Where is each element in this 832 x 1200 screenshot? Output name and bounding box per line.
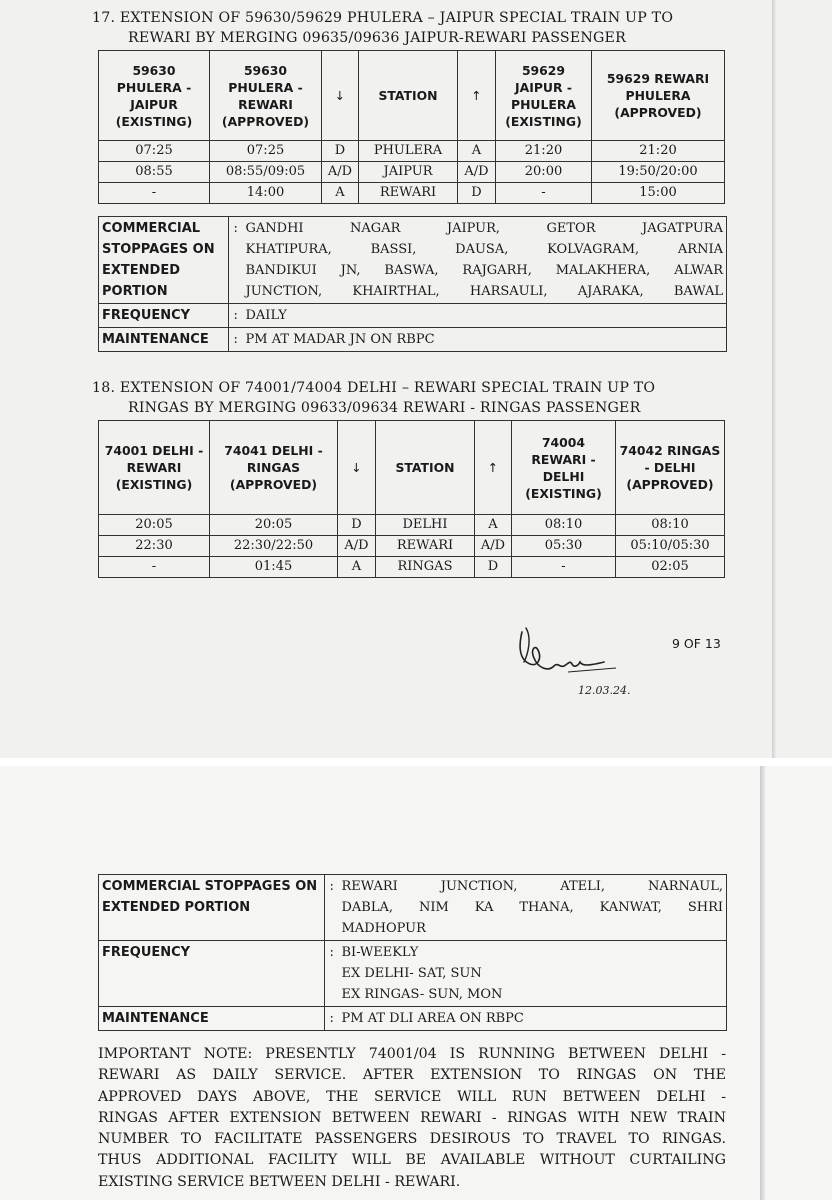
column-header: 74001 DELHI - REWARI (EXISTING) xyxy=(99,421,210,515)
up-arrow-icon: ↑ xyxy=(458,51,496,141)
table-row xyxy=(99,183,725,204)
table-cell: 15:00 xyxy=(592,183,725,204)
column-header: 74004 REWARI - DELHI (EXISTING) xyxy=(512,421,616,515)
note-line: EXISTING SERVICE BETWEEN DELHI - REWARI. xyxy=(98,1173,461,1190)
table-cell: 20:05 xyxy=(210,515,338,536)
frequency-line: BI-WEEKLY xyxy=(341,945,419,960)
table-cell: 21:20 xyxy=(592,141,725,162)
table-cell: DELHI xyxy=(376,515,475,536)
note-line: APPROVED DAYS ABOVE, THE SERVICE WILL RUN BETWEEN DELHI - xyxy=(98,1088,726,1105)
table-row xyxy=(99,536,725,557)
table-cell: A/D xyxy=(458,162,496,183)
maintenance-row xyxy=(99,328,727,352)
stoppages-label: COMMERCIAL STOPPAGES ON EXTENDED PORTION xyxy=(99,875,325,941)
section-17-details-table xyxy=(98,216,727,352)
timetable-header-row xyxy=(99,421,725,515)
frequency-value xyxy=(339,941,727,1007)
table-cell: A/D xyxy=(338,536,376,557)
frequency-line: EX DELHI- SAT, SUN xyxy=(341,966,482,981)
table-cell: 22:30 xyxy=(99,536,210,557)
stoppages-line: GANDHI NAGAR JAIPUR, GETOR JAGATPURA xyxy=(245,221,723,236)
page-number: 9 OF 13 xyxy=(672,636,721,651)
table-cell: 08:10 xyxy=(512,515,616,536)
table-cell: D xyxy=(338,515,376,536)
frequency-row xyxy=(99,304,727,328)
table-cell: 02:05 xyxy=(616,557,725,578)
separator-colon: : xyxy=(229,217,243,304)
table-row xyxy=(99,557,725,578)
table-cell: 07:25 xyxy=(99,141,210,162)
column-header: 74042 RINGAS - DELHI (APPROVED) xyxy=(616,421,725,515)
stoppages-line: REWARI JUNCTION, ATELI, NARNAUL, xyxy=(341,879,723,894)
section-18-heading-line-1: 18. EXTENSION OF 74001/74004 DELHI – REWARI SPECIAL TRAIN UP TO xyxy=(92,380,656,396)
page-edge xyxy=(760,766,766,1200)
table-cell: 08:55 xyxy=(99,162,210,183)
separator-colon: : xyxy=(229,328,243,352)
signature xyxy=(508,620,658,710)
table-cell: A xyxy=(458,141,496,162)
column-header: 59629 JAIPUR - PHULERA (EXISTING) xyxy=(496,51,592,141)
table-cell: 05:30 xyxy=(512,536,616,557)
maintenance-value: PM AT MADAR JN ON RBPC xyxy=(243,328,727,352)
table-cell: 19:50/20:00 xyxy=(592,162,725,183)
table-cell: 07:25 xyxy=(210,141,322,162)
section-17-timetable xyxy=(98,50,725,204)
table-cell: A/D xyxy=(322,162,359,183)
table-cell: - xyxy=(99,557,210,578)
separator-colon: : xyxy=(325,941,339,1007)
frequency-label: FREQUENCY xyxy=(99,304,229,328)
table-cell: D xyxy=(458,183,496,204)
section-18-timetable xyxy=(98,420,725,578)
table-cell: D xyxy=(475,557,512,578)
table-cell: 08:55/09:05 xyxy=(210,162,322,183)
table-cell: 22:30/22:50 xyxy=(210,536,338,557)
note-line: IMPORTANT NOTE: PRESENTLY 74001/04 IS RUNNING BETWEEN DELHI - xyxy=(98,1046,726,1062)
table-cell: 20:00 xyxy=(496,162,592,183)
maintenance-label: MAINTENANCE xyxy=(99,1007,325,1031)
table-cell: 21:20 xyxy=(496,141,592,162)
note-line: THUS ADDITIONAL FACILITY WILL BE AVAILABLE WITHOUT CURTAILING xyxy=(98,1152,726,1169)
table-cell: D xyxy=(322,141,359,162)
signature-date: 12.03.24. xyxy=(578,684,631,697)
column-header: STATION xyxy=(359,51,458,141)
up-arrow-icon: ↑ xyxy=(475,421,512,515)
stoppages-value xyxy=(339,875,727,941)
table-cell: A xyxy=(338,557,376,578)
stoppages-row xyxy=(99,217,727,304)
column-header: STATION xyxy=(376,421,475,515)
column-header: 59629 REWARI PHULERA (APPROVED) xyxy=(592,51,725,141)
stoppages-line: DABLA, NIM KA THANA, KANWAT, SHRI xyxy=(341,900,723,915)
table-cell: - xyxy=(512,557,616,578)
note-line: REWARI AS DAILY SERVICE. AFTER EXTENSION TO RINGAS ON THE xyxy=(98,1067,726,1084)
column-header: 74041 DELHI - RINGAS (APPROVED) xyxy=(210,421,338,515)
table-cell: REWARI xyxy=(359,183,458,204)
table-cell: JAIPUR xyxy=(359,162,458,183)
section-18-heading-line-2: RINGAS BY MERGING 09633/09634 REWARI - RINGAS PASSENGER xyxy=(128,400,641,416)
table-cell: A xyxy=(322,183,359,204)
stoppages-line: KHATIPURA, BASSI, DAUSA, KOLVAGRAM, ARNIA xyxy=(245,242,723,257)
table-cell: 14:00 xyxy=(210,183,322,204)
column-header: 59630 PHULERA - REWARI (APPROVED) xyxy=(210,51,322,141)
frequency-value: DAILY xyxy=(243,304,727,328)
table-row xyxy=(99,162,725,183)
separator-colon: : xyxy=(229,304,243,328)
table-cell: - xyxy=(496,183,592,204)
maintenance-row xyxy=(99,1007,727,1031)
stoppages-label: COMMERCIAL STOPPAGES ON EXTENDED PORTION xyxy=(99,217,229,304)
stoppages-line: JUNCTION, KHAIRTHAL, HARSAULI, AJARAKA, BAWAL xyxy=(245,284,723,299)
timetable-header-row xyxy=(99,51,725,141)
important-note xyxy=(98,1044,726,1193)
stoppages-line: MADHOPUR xyxy=(341,921,426,936)
table-row xyxy=(99,141,725,162)
down-arrow-icon: ↓ xyxy=(338,421,376,515)
table-cell: 20:05 xyxy=(99,515,210,536)
maintenance-value: PM AT DLI AREA ON RBPC xyxy=(339,1007,727,1031)
table-cell: - xyxy=(99,183,210,204)
note-line: RINGAS AFTER EXTENSION BETWEEN REWARI - RINGAS WITH NEW TRAIN xyxy=(98,1109,726,1126)
separator-colon: : xyxy=(325,875,339,941)
separator-colon: : xyxy=(325,1007,339,1031)
table-cell: 05:10/05:30 xyxy=(616,536,725,557)
table-cell: RINGAS xyxy=(376,557,475,578)
stoppages-line: BANDIKUI JN, BASWA, RAJGARH, MALAKHERA, ALWAR xyxy=(245,263,723,278)
table-cell: REWARI xyxy=(376,536,475,557)
stoppages-value xyxy=(243,217,727,304)
maintenance-label: MAINTENANCE xyxy=(99,328,229,352)
section-18-details-table xyxy=(98,874,727,1031)
frequency-row xyxy=(99,941,727,1007)
table-row xyxy=(99,515,725,536)
page-edge xyxy=(772,0,776,758)
stoppages-row xyxy=(99,875,727,941)
table-cell: A xyxy=(475,515,512,536)
frequency-line: EX RINGAS- SUN, MON xyxy=(341,987,503,1002)
table-cell: A/D xyxy=(475,536,512,557)
section-17-heading-line-1: 17. EXTENSION OF 59630/59629 PHULERA – JAIPUR SPECIAL TRAIN UP TO xyxy=(92,10,674,26)
note-line: NUMBER TO FACILITATE PASSENGERS DESIROUS TO TRAVEL TO RINGAS. xyxy=(98,1131,726,1148)
table-cell: PHULERA xyxy=(359,141,458,162)
table-cell: 01:45 xyxy=(210,557,338,578)
table-cell: 08:10 xyxy=(616,515,725,536)
down-arrow-icon: ↓ xyxy=(322,51,359,141)
column-header: 59630 PHULERA - JAIPUR (EXISTING) xyxy=(99,51,210,141)
frequency-label: FREQUENCY xyxy=(99,941,325,1007)
section-17-heading-line-2: REWARI BY MERGING 09635/09636 JAIPUR-REWARI PASSENGER xyxy=(128,30,626,46)
